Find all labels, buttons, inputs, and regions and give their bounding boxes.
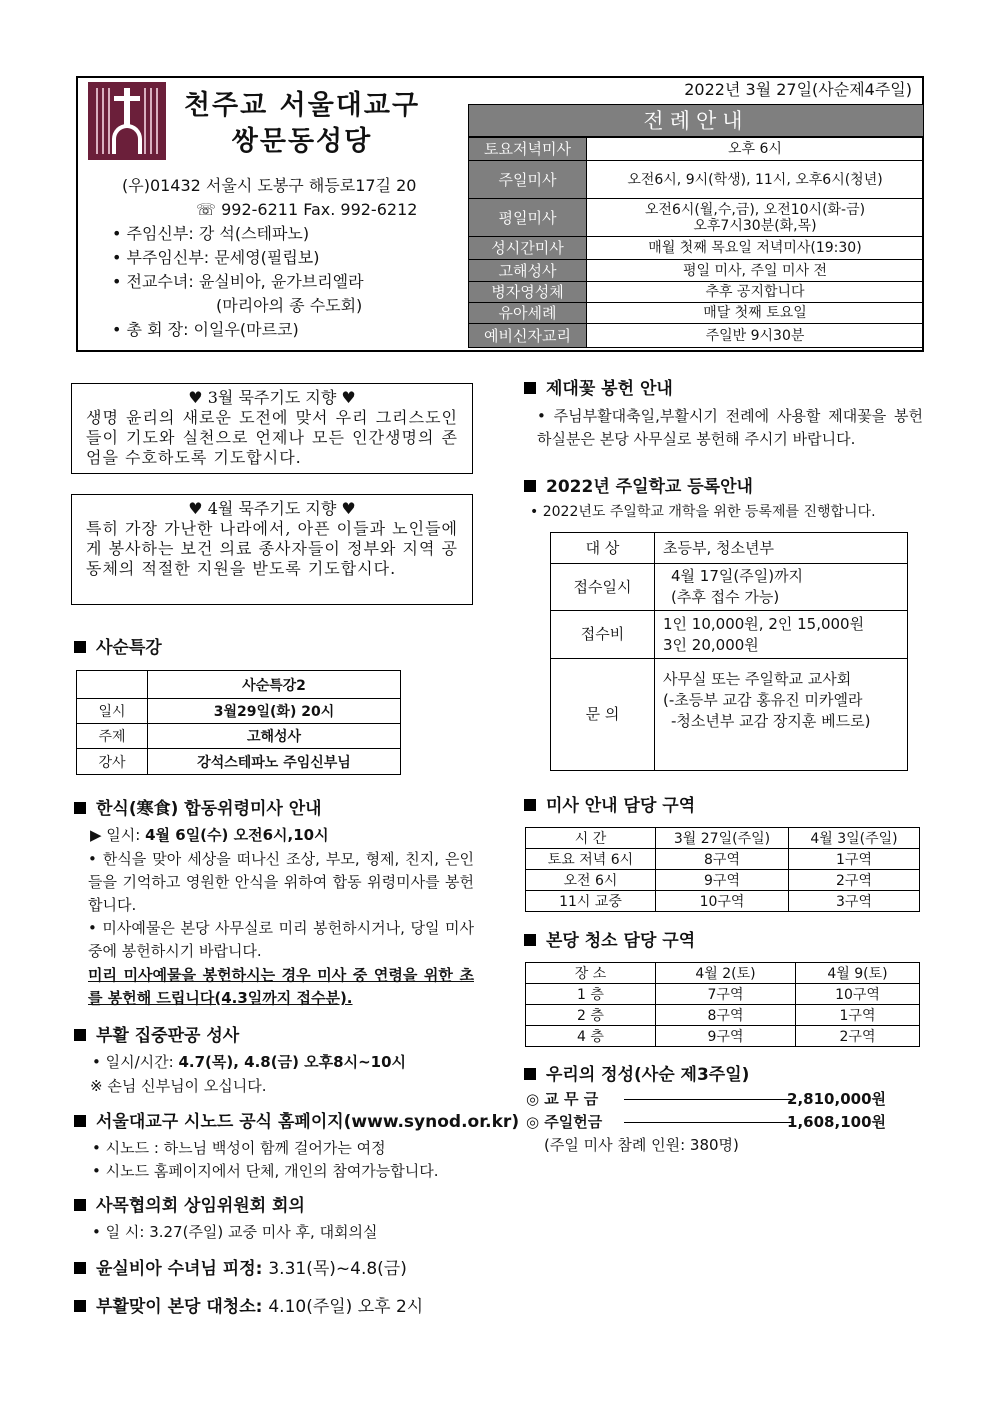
mass-duty-header: 4월 3일(주일) [789,828,920,849]
reg-label: 문 의 [551,659,655,771]
liturgy-value: 오전6시, 9시(학생), 11시, 오후6시(청년) [587,161,924,199]
section-heading [524,378,673,400]
mass-duty-cell: 2구역 [789,870,920,891]
cleaning-duty-cell: 7구역 [656,984,796,1005]
lecture-value: 3월29일(화) 20시 [148,699,401,724]
section-title: 우리의 정성(사순 제3주일) [546,1065,750,1085]
synod-item: • 시노드 홈페이지에서 단체, 개인의 참여가능합니다. [92,1160,439,1183]
reg-value [655,533,908,564]
confession-time [92,1051,406,1074]
liturgy-label: 토요저녁미사 [469,138,587,161]
prayer-title: ♥ 3월 묵주기도 지향 ♥ [188,388,356,407]
square-bullet-icon [524,934,536,946]
reg-value [655,611,908,659]
liturgy-label: 예비신자교리 [469,324,587,348]
staff-assistant: • 부주임신부: 문세영(필립보) [112,248,320,267]
leader-line [624,1099,792,1100]
section-title: 한식(寒食) 합동위령미사 안내 [96,799,322,819]
memorial-date-value: 4월 6일(수) 오전6시,10시 [145,826,329,844]
liturgy-label: 성시간미사 [469,237,587,260]
prayer-title: ♥ 4월 묵주기도 지향 ♥ [188,499,356,518]
cleaning-duty-cell: 2 층 [526,1005,656,1026]
mass-duty-header: 3월 27일(주일) [656,828,789,849]
church-name-line2: 쌍문동성당 [231,126,373,157]
liturgy-label: 병자영성체 [469,282,587,303]
offering-amount: 2,810,000원 [787,1090,886,1108]
synod-item: • 시노드 : 하느님 백성이 함께 걸어가는 여정 [92,1137,386,1160]
section-title: 사목협의회 상임위원회 회의 [96,1196,305,1216]
mass-duty-cell: 3구역 [789,891,920,912]
prayer-intention-march [71,383,473,474]
lent-lecture-table [76,670,401,775]
mass-duty-cell: 8구역 [656,849,789,870]
leader-line [624,1122,792,1123]
bulletin-header [76,76,924,352]
sunday-school-intro: • 2022년도 주일학교 개학을 위한 등록제를 진행합니다. [530,501,876,524]
section-title: 윤실비아 수녀님 피정: [96,1259,263,1279]
section-heading [74,1296,423,1318]
offering-amount: 1,608,100원 [787,1113,886,1131]
cleaning-duty-header: 4월 9(토) [796,963,920,984]
reg-value-line: 3인 20,000원 [663,635,759,654]
offering-label: ◎ 교 무 금 [526,1090,599,1108]
prayer-text: 생명 윤리의 새로운 도전에 맞서 우리 그리스도인들이 기도와 실천으로 언제나 모든 인간생명의 존엄을 수호하도록 기도합시다. [86,408,458,467]
square-bullet-icon [74,1199,86,1211]
square-bullet-icon [74,1300,86,1312]
address: (우)01432 서울시 도봉구 해등로17길 20 [122,176,417,195]
church-logo [88,82,166,160]
liturgy-label: 고해성사 [469,260,587,282]
cleaning-day-date: 4.10(주일) 오후 2시 [268,1297,424,1317]
church-contact [112,174,417,342]
memorial-text: • 미사예물은 본당 사무실로 미리 봉헌하시거나, 당일 미사 중에 봉헌하시기 바랍니다. [88,919,474,960]
section-heading [74,798,322,820]
square-bullet-icon [524,799,536,811]
liturgy-table [468,137,924,348]
square-bullet-icon [524,1068,536,1080]
staff-sisters-order: (마리아의 종 수도회) [216,296,363,315]
section-title: 미사 안내 담당 구역 [546,796,696,816]
liturgy-value: 주일반 9시30분 [587,324,924,348]
section-title: 사순특강 [96,638,162,658]
memorial-text: • 한식을 맞아 세상을 떠나신 조상, 부모, 형제, 친지, 은인들을 기억하고 영원한 안식을 위하여 합동 위령미사를 봉헌합니다. [88,850,474,914]
liturgy-label: 평일미사 [469,199,587,237]
square-bullet-icon [74,1262,86,1274]
phone-fax: ☏ 992-6211 Fax. 992-6212 [196,200,418,219]
square-bullet-icon [524,382,536,394]
section-title: 부활 집중판공 성사 [96,1026,240,1046]
square-bullet-icon [74,802,86,814]
reg-value-line: 사무실 또는 주일학교 교사회 [663,670,852,688]
liturgy-value: 평일 미사, 주일 미사 전 [587,260,924,282]
reg-value-line: (-초등부 교감 홍유진 미카엘라 [663,691,863,709]
section-title: 2022년 주일학교 등록안내 [546,477,753,497]
mass-duty-cell: 9구역 [656,870,789,891]
section-heading [524,1064,749,1086]
section-heading [74,1195,305,1217]
reg-label: 대 상 [551,533,655,564]
reg-value-line: -청소년부 교감 장지훈 베드로) [671,712,871,730]
cleaning-duty-cell: 1구역 [796,1005,920,1026]
liturgy-value: 추후 공지합니다 [587,282,924,303]
section-title: 서울대교구 시노드 공식 홈페이지(www.synod.or.kr) [96,1112,520,1132]
prayer-intention-april [71,494,473,605]
reg-value-line: (추후 접수 가능) [671,588,780,606]
section-heading [74,1111,519,1133]
liturgy-value [587,199,924,237]
reg-value-line: 4월 17일(주일)까지 [671,567,804,585]
mass-duty-cell: 오전 6시 [526,870,656,891]
cleaning-duty-table [525,962,920,1047]
bulletin-date: 2022년 3월 27일(사순제4주일) [684,80,912,99]
offering-row [526,1088,886,1111]
lecture-title: 사순특강2 [148,671,401,699]
offering-row [526,1111,886,1134]
square-bullet-icon [74,641,86,653]
lecture-value: 강석스테파노 주임신부님 [148,749,401,775]
liturgy-title: 전례안내 [468,104,924,137]
cleaning-duty-cell: 2구역 [796,1026,920,1047]
mass-duty-cell: 10구역 [656,891,789,912]
memorial-date-label: ▶ 일시: [90,826,146,844]
prayer-text: 특히 가장 가난한 나라에서, 아픈 이들과 노인들에게 봉사하는 보건 의료 종사자들이 정부와 지역 공동체의 적절한 지원을 받도록 기도합시다. [86,519,458,578]
memorial-note: 미리 미사예물을 봉헌하시는 경우 미사 중 연령을 위한 초를 봉헌해 드립니다(4.3일까지 접수분). [88,966,474,1007]
reg-value [655,564,908,611]
staff-sisters: • 전교수녀: 윤실비아, 윤가브리엘라 [112,272,364,291]
confession-time-value: 4.7(목), 4.8(금) 오후8시~10시 [178,1053,406,1071]
cleaning-duty-cell: 8구역 [656,1005,796,1026]
lecture-label: 일시 [77,699,148,724]
square-bullet-icon [74,1115,86,1127]
mass-duty-cell: 11시 교중 [526,891,656,912]
liturgy-value-line: 오후7시30분(화,목) [693,217,817,234]
square-bullet-icon [524,480,536,492]
offering-label: ◎ 주일헌금 [526,1113,603,1131]
lecture-value: 고해성사 [148,724,401,749]
liturgy-value: 매월 첫째 목요일 저녁미사(19:30) [587,237,924,260]
section-heading [74,637,162,659]
reg-value-line: 초등부, 청소년부 [663,538,774,557]
sunday-school-table [550,532,908,771]
section-heading [524,930,695,952]
reg-label: 접수일시 [551,564,655,611]
reg-value [655,659,908,771]
liturgy-label: 주일미사 [469,161,587,199]
retreat-dates: 3.31(목)~4.8(금) [268,1259,407,1279]
cleaning-duty-cell: 9구역 [656,1026,796,1047]
staff-pastor: • 주임신부: 강 석(스테파노) [112,224,310,243]
liturgy-value: 매달 첫째 토요일 [587,303,924,324]
cleaning-duty-header: 장 소 [526,963,656,984]
section-title: 부활맞이 본당 대청소: [96,1297,263,1317]
council-item: • 일 시: 3.27(주일) 교중 미사 후, 대회의실 [92,1221,378,1244]
altar-flowers-text: • 주님부활대축일,부활시기 전례에 사용할 제대꽃을 봉헌 하실분은 본당 사무실로 봉헌해 주시기 바랍니다. [537,407,923,448]
cleaning-duty-cell: 1 층 [526,984,656,1005]
offering-note: (주일 미사 참례 인원: 380명) [544,1136,739,1154]
reg-label: 접수비 [551,611,655,659]
mass-duty-header: 시 간 [526,828,656,849]
section-title: 제대꽃 봉헌 안내 [546,379,673,399]
square-bullet-icon [74,1029,86,1041]
section-title: 본당 청소 담당 구역 [546,931,696,951]
section-heading [524,476,753,498]
mass-duty-table [525,827,920,912]
section-heading [524,795,695,817]
mass-duty-cell: 토요 저녁 6시 [526,849,656,870]
lecture-label: 강사 [77,749,148,775]
staff-president: • 총 회 장: 이일우(마르코) [112,320,299,339]
church-name-line1: 천주교 서울대교구 [183,90,421,121]
reg-value-line: 1인 10,000원, 2인 15,000원 [663,614,865,633]
memorial-date [90,824,329,847]
confession-time-label: 일시/시간: [105,1053,179,1071]
section-heading [74,1258,407,1280]
lecture-label: 주제 [77,724,148,749]
cleaning-duty-header: 4월 2(토) [656,963,796,984]
liturgy-label: 유아세례 [469,303,587,324]
church-name [182,88,422,160]
liturgy-value: 오후 6시 [587,138,924,161]
section-heading [74,1025,239,1047]
liturgy-value-line: 오전6시(월,수,금), 오전10시(화-금) [644,201,866,218]
mass-duty-cell: 1구역 [789,849,920,870]
cleaning-duty-cell: 4 층 [526,1026,656,1047]
cleaning-duty-cell: 10구역 [796,984,920,1005]
confession-note: ※ 손님 신부님이 오십니다. [90,1077,267,1095]
